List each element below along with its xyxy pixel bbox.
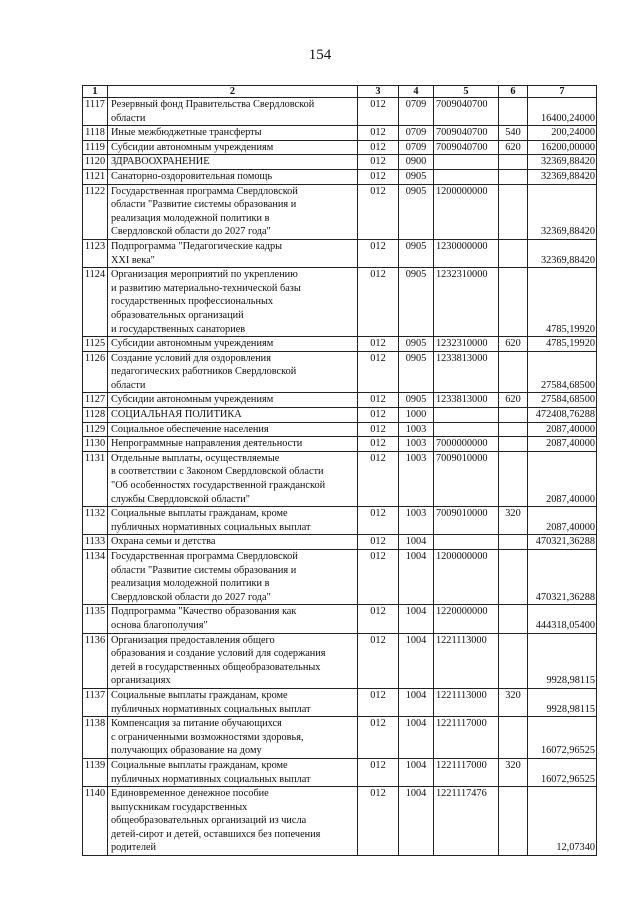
row-name-cell bbox=[108, 351, 358, 393]
budget-table bbox=[82, 85, 597, 856]
row-name-line: детей в государственных общеобразовательных bbox=[111, 661, 321, 673]
row-name-cell bbox=[108, 268, 358, 337]
amount-cell: 32369,88420 bbox=[528, 155, 597, 170]
expense-type-cell bbox=[499, 422, 528, 437]
department-code-cell: 012 bbox=[358, 337, 399, 352]
row-name-line: основа благополучия" bbox=[111, 619, 208, 631]
target-article-cell bbox=[434, 169, 499, 184]
department-code-cell: 012 bbox=[358, 351, 399, 393]
table-row bbox=[83, 535, 597, 550]
header-col-3: 3 bbox=[358, 86, 399, 98]
section-code-cell: 0905 bbox=[399, 351, 434, 393]
department-code-cell: 012 bbox=[358, 535, 399, 550]
amount-cell: 472408,76288 bbox=[528, 408, 597, 423]
row-number-cell: 1140 bbox=[83, 787, 108, 856]
row-name-cell bbox=[108, 126, 358, 141]
table-row bbox=[83, 633, 597, 688]
row-name-cell bbox=[108, 787, 358, 856]
amount-cell: 200,24000 bbox=[528, 126, 597, 141]
section-code-cell: 0905 bbox=[399, 268, 434, 337]
department-code-cell: 012 bbox=[358, 169, 399, 184]
table-row bbox=[83, 437, 597, 452]
row-number-cell: 1117 bbox=[83, 98, 108, 126]
row-name-cell bbox=[108, 758, 358, 786]
expense-type-cell bbox=[499, 408, 528, 423]
header-col-2: 2 bbox=[108, 86, 358, 98]
row-number-cell: 1136 bbox=[83, 633, 108, 688]
row-number-cell: 1137 bbox=[83, 688, 108, 716]
expense-type-cell: 620 bbox=[499, 393, 528, 408]
row-name-line: и государственных санаториев bbox=[111, 323, 246, 335]
target-article-cell: 1232310000 bbox=[434, 268, 499, 337]
table-row bbox=[83, 550, 597, 605]
section-code-cell: 1003 bbox=[399, 422, 434, 437]
page-number: 154 bbox=[308, 47, 332, 63]
row-name-line: Субсидии автономным учреждениям bbox=[111, 141, 274, 153]
row-name-line: Свердловской области до 2027 года" bbox=[111, 591, 271, 603]
target-article-cell bbox=[434, 155, 499, 170]
section-code-cell: 0709 bbox=[399, 140, 434, 155]
amount-cell: 2087,40000 bbox=[528, 507, 597, 535]
section-code-cell: 0905 bbox=[399, 239, 434, 267]
section-code-cell: 0905 bbox=[399, 169, 434, 184]
target-article-cell: 1221117476 bbox=[434, 787, 499, 856]
expense-type-cell bbox=[499, 268, 528, 337]
section-code-cell: 1003 bbox=[399, 437, 434, 452]
table-row bbox=[83, 155, 597, 170]
row-name-line: образования и создание условий для содержания bbox=[111, 648, 326, 660]
row-name-line: организациях bbox=[111, 675, 171, 687]
row-number-cell: 1127 bbox=[83, 393, 108, 408]
department-code-cell: 012 bbox=[358, 184, 399, 239]
row-name-cell bbox=[108, 140, 358, 155]
table-row bbox=[83, 239, 597, 267]
expense-type-cell bbox=[499, 437, 528, 452]
row-name-line: Компенсация за питание обучающихся bbox=[111, 718, 282, 730]
amount-cell: 4785,19920 bbox=[528, 337, 597, 352]
row-name-line: Иные межбюджетные трансферты bbox=[111, 127, 262, 139]
department-code-cell: 012 bbox=[358, 393, 399, 408]
expense-type-cell bbox=[499, 451, 528, 506]
row-name-line: реализация молодежной политики в bbox=[111, 212, 270, 224]
amount-cell: 9928,98115 bbox=[528, 633, 597, 688]
section-code-cell: 0709 bbox=[399, 98, 434, 126]
expense-type-cell bbox=[499, 787, 528, 856]
row-name-cell bbox=[108, 437, 358, 452]
row-name-cell bbox=[108, 408, 358, 423]
row-name-line: Государственная программа Свердловской bbox=[111, 551, 298, 562]
expense-type-cell bbox=[499, 535, 528, 550]
header-col-4: 4 bbox=[399, 86, 434, 98]
section-code-cell: 1004 bbox=[399, 758, 434, 786]
target-article-cell: 1220000000 bbox=[434, 605, 499, 633]
table-row bbox=[83, 758, 597, 786]
row-name-cell bbox=[108, 184, 358, 239]
expense-type-cell bbox=[499, 239, 528, 267]
amount-cell: 470321,36288 bbox=[528, 550, 597, 605]
row-name-line: "Об особенностях государственной гражданской bbox=[111, 480, 326, 492]
row-number-cell: 1135 bbox=[83, 605, 108, 633]
expense-type-cell bbox=[499, 717, 528, 759]
table-row bbox=[83, 184, 597, 239]
row-name-line: ЗДРАВООХРАНЕНИЕ bbox=[111, 156, 210, 168]
row-name-cell bbox=[108, 393, 358, 408]
expense-type-cell: 320 bbox=[499, 758, 528, 786]
row-name-line: области "Развитие системы образования и bbox=[111, 199, 297, 211]
row-name-line: выпускникам государственных bbox=[111, 801, 248, 813]
row-name-cell bbox=[108, 155, 358, 170]
row-name-line: Социальные выплаты гражданам, кроме bbox=[111, 689, 288, 701]
table-row bbox=[83, 507, 597, 535]
expense-type-cell bbox=[499, 633, 528, 688]
row-number-cell: 1131 bbox=[83, 451, 108, 506]
row-number-cell: 1120 bbox=[83, 155, 108, 170]
department-code-cell: 012 bbox=[358, 239, 399, 267]
expense-type-cell: 620 bbox=[499, 337, 528, 352]
expense-type-cell bbox=[499, 155, 528, 170]
row-name-line: Санаторно-оздоровительная помощь bbox=[111, 170, 273, 182]
table-row bbox=[83, 268, 597, 337]
amount-cell: 444318,05400 bbox=[528, 605, 597, 633]
row-name-cell bbox=[108, 422, 358, 437]
target-article-cell: 1200000000 bbox=[434, 550, 499, 605]
amount-cell: 16072,96525 bbox=[528, 758, 597, 786]
target-article-cell: 1232310000 bbox=[434, 337, 499, 352]
amount-cell: 27584,68500 bbox=[528, 351, 597, 393]
row-name-line: области bbox=[111, 379, 146, 391]
target-article-cell: 1230000000 bbox=[434, 239, 499, 267]
row-name-line: Охрана семьи и детства bbox=[111, 536, 216, 548]
amount-cell: 2087,40000 bbox=[528, 437, 597, 452]
table-row bbox=[83, 605, 597, 633]
section-code-cell: 1004 bbox=[399, 717, 434, 759]
expense-type-cell: 620 bbox=[499, 140, 528, 155]
row-number-cell: 1134 bbox=[83, 550, 108, 605]
row-number-cell: 1124 bbox=[83, 268, 108, 337]
row-name-line: с ограниченными возможностями здоровья, bbox=[111, 731, 304, 743]
target-article-cell bbox=[434, 422, 499, 437]
row-name-line: в соответствии с Законом Свердловской области bbox=[111, 466, 324, 478]
target-article-cell: 7009040700 bbox=[434, 126, 499, 141]
row-name-line: публичных нормативных социальных выплат bbox=[111, 703, 311, 715]
target-article-cell: 7009010000 bbox=[434, 451, 499, 506]
row-number-cell: 1126 bbox=[83, 351, 108, 393]
table-row bbox=[83, 408, 597, 423]
amount-cell: 9928,98115 bbox=[528, 688, 597, 716]
row-name-line: Создание условий для оздоровления bbox=[111, 352, 271, 364]
row-name-line: детей-сирот и детей, оставшихся без попечения bbox=[111, 828, 321, 840]
section-code-cell: 0900 bbox=[399, 155, 434, 170]
row-name-line: Субсидии автономным учреждениям bbox=[111, 338, 274, 350]
row-name-line: Резервный фонд Правительства Свердловской bbox=[111, 99, 315, 110]
section-code-cell: 1003 bbox=[399, 451, 434, 506]
row-name-cell bbox=[108, 633, 358, 688]
amount-cell: 32369,88420 bbox=[528, 184, 597, 239]
row-number-cell: 1122 bbox=[83, 184, 108, 239]
amount-cell: 16400,24000 bbox=[528, 98, 597, 126]
expense-type-cell: 540 bbox=[499, 126, 528, 141]
expense-type-cell bbox=[499, 605, 528, 633]
table-row bbox=[83, 787, 597, 856]
department-code-cell: 012 bbox=[358, 98, 399, 126]
target-article-cell: 1221113000 bbox=[434, 633, 499, 688]
row-number-cell: 1118 bbox=[83, 126, 108, 141]
row-name-line: педагогических работников Свердловской bbox=[111, 366, 297, 378]
row-name-line: государственных профессиональных bbox=[111, 296, 274, 308]
row-name-cell bbox=[108, 507, 358, 535]
amount-cell: 2087,40000 bbox=[528, 422, 597, 437]
row-name-line: Единовременное денежное пособие bbox=[111, 788, 269, 800]
header-col-5: 5 bbox=[434, 86, 499, 98]
row-name-cell bbox=[108, 169, 358, 184]
department-code-cell: 012 bbox=[358, 717, 399, 759]
header-col-1: 1 bbox=[83, 86, 108, 98]
target-article-cell: 7009010000 bbox=[434, 507, 499, 535]
section-code-cell: 1004 bbox=[399, 787, 434, 856]
department-code-cell: 012 bbox=[358, 758, 399, 786]
row-number-cell: 1130 bbox=[83, 437, 108, 452]
row-number-cell: 1133 bbox=[83, 535, 108, 550]
department-code-cell: 012 bbox=[358, 633, 399, 688]
row-name-line: службы Свердловской области" bbox=[111, 493, 250, 505]
table-row bbox=[83, 451, 597, 506]
target-article-cell: 1221117000 bbox=[434, 717, 499, 759]
table-row bbox=[83, 393, 597, 408]
department-code-cell: 012 bbox=[358, 422, 399, 437]
row-number-cell: 1121 bbox=[83, 169, 108, 184]
table-row bbox=[83, 337, 597, 352]
amount-cell: 16200,00000 bbox=[528, 140, 597, 155]
row-name-cell bbox=[108, 535, 358, 550]
section-code-cell: 1004 bbox=[399, 605, 434, 633]
table-header-row bbox=[83, 86, 597, 98]
department-code-cell: 012 bbox=[358, 126, 399, 141]
row-name-cell bbox=[108, 688, 358, 716]
table-row bbox=[83, 688, 597, 716]
amount-cell: 2087,40000 bbox=[528, 451, 597, 506]
row-name-cell bbox=[108, 451, 358, 506]
row-name-line: Отдельные выплаты, осуществляемые bbox=[111, 452, 280, 464]
row-number-cell: 1138 bbox=[83, 717, 108, 759]
table-row bbox=[83, 351, 597, 393]
amount-cell: 16072,96525 bbox=[528, 717, 597, 759]
row-name-line: Социальные выплаты гражданам, кроме bbox=[111, 759, 288, 771]
row-name-line: области "Развитие системы образования и bbox=[111, 564, 297, 576]
amount-cell: 470321,36288 bbox=[528, 535, 597, 550]
row-name-line: Подпрограмма "Качество образования как bbox=[111, 606, 297, 618]
expense-type-cell bbox=[499, 351, 528, 393]
amount-cell: 4785,19920 bbox=[528, 268, 597, 337]
row-number-cell: 1132 bbox=[83, 507, 108, 535]
section-code-cell: 1004 bbox=[399, 633, 434, 688]
row-name-line: XXI века" bbox=[111, 254, 155, 266]
section-code-cell: 0905 bbox=[399, 184, 434, 239]
table-body bbox=[83, 98, 597, 856]
table-row bbox=[83, 140, 597, 155]
row-name-line: Социальное обеспечение населения bbox=[111, 423, 269, 435]
header-col-6: 6 bbox=[499, 86, 528, 98]
section-code-cell: 1000 bbox=[399, 408, 434, 423]
row-name-line: реализация молодежной политики в bbox=[111, 578, 270, 590]
row-name-cell bbox=[108, 337, 358, 352]
row-number-cell: 1139 bbox=[83, 758, 108, 786]
target-article-cell: 7009040700 bbox=[434, 140, 499, 155]
row-name-line: и развитию материально-технической базы bbox=[111, 282, 301, 294]
expense-type-cell bbox=[499, 169, 528, 184]
row-name-cell bbox=[108, 98, 358, 126]
department-code-cell: 012 bbox=[358, 507, 399, 535]
target-article-cell: 7009040700 bbox=[434, 98, 499, 126]
expense-type-cell bbox=[499, 98, 528, 126]
target-article-cell bbox=[434, 535, 499, 550]
department-code-cell: 012 bbox=[358, 451, 399, 506]
department-code-cell: 012 bbox=[358, 437, 399, 452]
header-col-7: 7 bbox=[528, 86, 597, 98]
row-name-line: Социальные выплаты гражданам, кроме bbox=[111, 508, 288, 520]
row-name-line: публичных нормативных социальных выплат bbox=[111, 773, 311, 785]
expense-type-cell: 320 bbox=[499, 507, 528, 535]
department-code-cell: 012 bbox=[358, 408, 399, 423]
table-row bbox=[83, 422, 597, 437]
row-name-line: публичных нормативных социальных выплат bbox=[111, 521, 311, 533]
department-code-cell: 012 bbox=[358, 688, 399, 716]
row-name-cell bbox=[108, 239, 358, 267]
section-code-cell: 0905 bbox=[399, 337, 434, 352]
department-code-cell: 012 bbox=[358, 787, 399, 856]
target-article-cell: 1221117000 bbox=[434, 758, 499, 786]
table-row bbox=[83, 126, 597, 141]
row-name-line: общеобразовательных организаций из числа bbox=[111, 815, 307, 827]
row-name-line: Организация предоставления общего bbox=[111, 634, 275, 646]
row-name-line: Подпрограмма "Педагогические кадры bbox=[111, 240, 283, 252]
row-name-line: Свердловской области до 2027 года" bbox=[111, 226, 271, 238]
target-article-cell: 1233813000 bbox=[434, 393, 499, 408]
expense-type-cell bbox=[499, 184, 528, 239]
row-name-cell bbox=[108, 605, 358, 633]
expense-type-cell bbox=[499, 550, 528, 605]
row-name-line: СОЦИАЛЬНАЯ ПОЛИТИКА bbox=[111, 409, 242, 421]
amount-cell: 32369,88420 bbox=[528, 169, 597, 184]
department-code-cell: 012 bbox=[358, 268, 399, 337]
target-article-cell: 1221113000 bbox=[434, 688, 499, 716]
section-code-cell: 1003 bbox=[399, 507, 434, 535]
row-name-line: Непрограммные направления деятельности bbox=[111, 438, 303, 450]
department-code-cell: 012 bbox=[358, 140, 399, 155]
row-name-line: родителей bbox=[111, 842, 157, 854]
amount-cell: 27584,68500 bbox=[528, 393, 597, 408]
row-name-line: области bbox=[111, 112, 146, 124]
row-name-line: образовательных организаций bbox=[111, 309, 244, 321]
target-article-cell bbox=[434, 408, 499, 423]
section-code-cell: 0905 bbox=[399, 393, 434, 408]
table-row bbox=[83, 98, 597, 126]
row-name-cell bbox=[108, 550, 358, 605]
amount-cell: 12,07340 bbox=[528, 787, 597, 856]
target-article-cell: 7000000000 bbox=[434, 437, 499, 452]
row-name-line: Субсидии автономным учреждениям bbox=[111, 394, 274, 406]
target-article-cell: 1233813000 bbox=[434, 351, 499, 393]
section-code-cell: 0709 bbox=[399, 126, 434, 141]
table-row bbox=[83, 717, 597, 759]
row-name-line: Организация мероприятий по укреплению bbox=[111, 269, 298, 281]
section-code-cell: 1004 bbox=[399, 535, 434, 550]
target-article-cell: 1200000000 bbox=[434, 184, 499, 239]
row-number-cell: 1123 bbox=[83, 239, 108, 267]
row-number-cell: 1119 bbox=[83, 140, 108, 155]
section-code-cell: 1004 bbox=[399, 550, 434, 605]
row-number-cell: 1129 bbox=[83, 422, 108, 437]
expense-type-cell: 320 bbox=[499, 688, 528, 716]
row-name-line: Государственная программа Свердловской bbox=[111, 185, 298, 197]
row-number-cell: 1125 bbox=[83, 337, 108, 352]
table-row bbox=[83, 169, 597, 184]
department-code-cell: 012 bbox=[358, 550, 399, 605]
department-code-cell: 012 bbox=[358, 155, 399, 170]
row-name-line: получающих образование на дому bbox=[111, 745, 262, 757]
amount-cell: 32369,88420 bbox=[528, 239, 597, 267]
row-number-cell: 1128 bbox=[83, 408, 108, 423]
department-code-cell: 012 bbox=[358, 605, 399, 633]
section-code-cell: 1004 bbox=[399, 688, 434, 716]
row-name-cell bbox=[108, 717, 358, 759]
